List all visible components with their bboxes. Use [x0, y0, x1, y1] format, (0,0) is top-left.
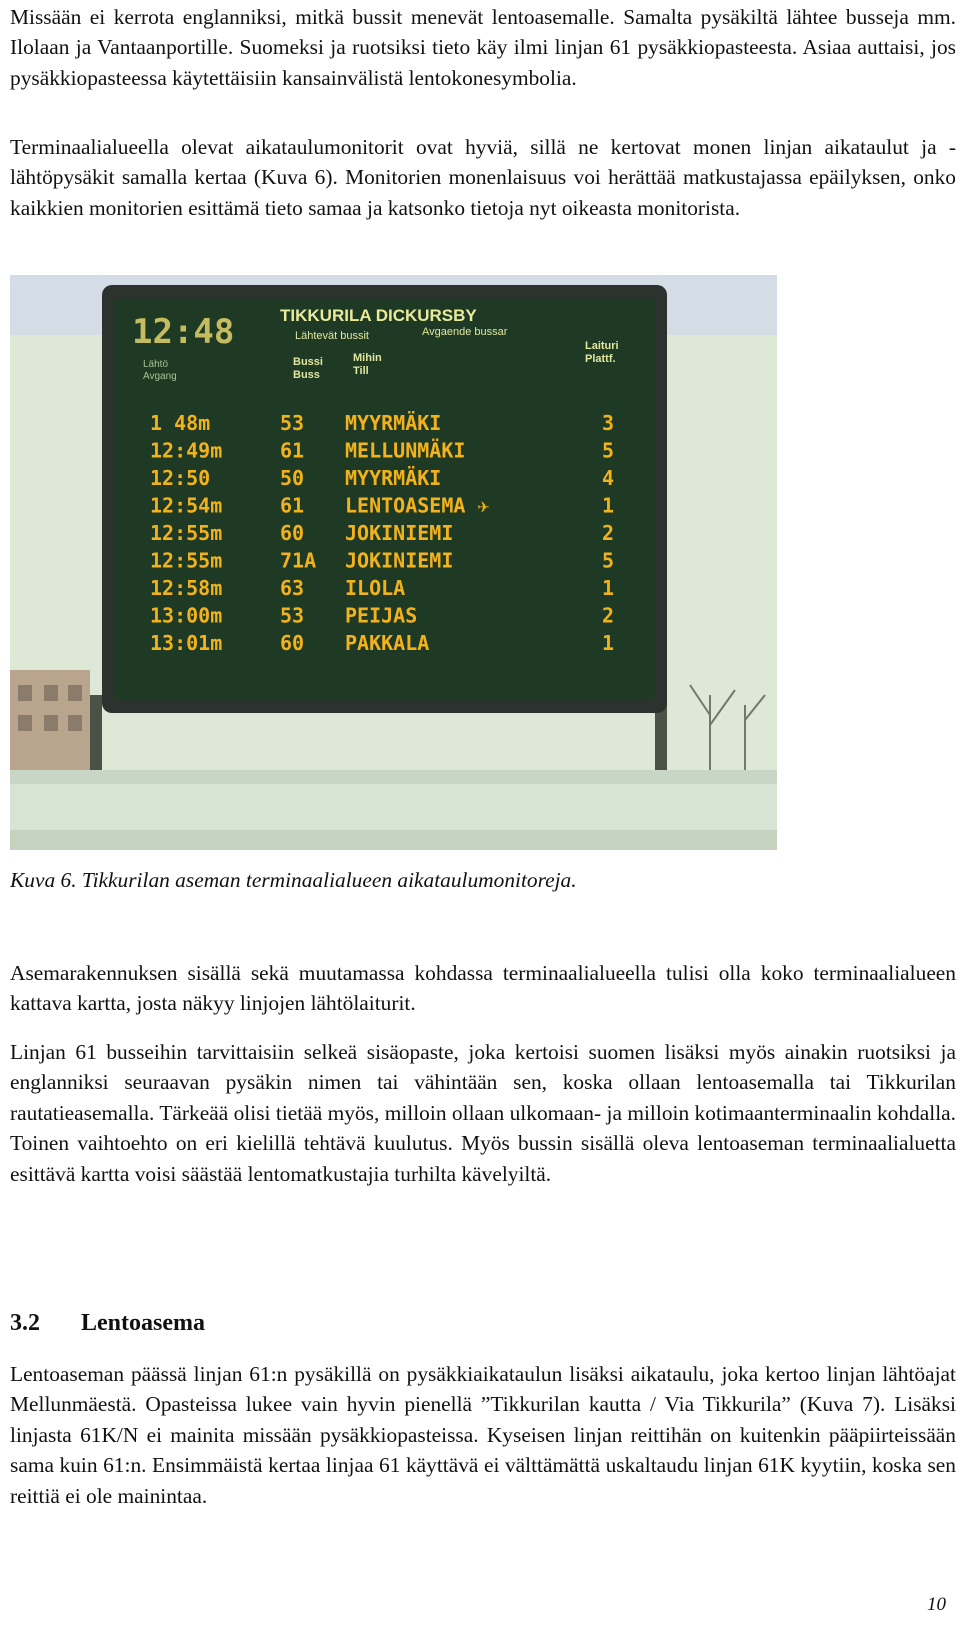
col-dest-sv: Till — [353, 365, 369, 377]
row-line: 61 — [280, 493, 305, 518]
row-line: 50 — [280, 466, 305, 490]
row-time: 12:58m — [150, 576, 223, 600]
row-destination: LENTOASEMA ✈ — [345, 493, 490, 518]
board-title: TIKKURILA DICKURSBY — [280, 306, 477, 325]
row-time: 13:01m — [150, 631, 223, 655]
row-platform: 5 — [602, 438, 615, 463]
figure-caption: Kuva 6. Tikkurilan aseman terminaalialueen aikataulumonitoreja. — [10, 868, 577, 892]
col-plat-fi: Laituri — [585, 340, 619, 352]
row-destination: MYYRMÄKI — [345, 466, 442, 490]
page-number: 10 — [927, 1594, 946, 1615]
schedule-monitor-photo — [10, 275, 777, 850]
row-platform: 1 — [602, 493, 615, 518]
row-platform: 4 — [602, 466, 615, 490]
col-time-sv: Avgang — [143, 371, 177, 382]
col-time-fi: Lähtö — [143, 359, 169, 370]
row-time: 12:55m — [150, 548, 223, 573]
row-destination: MYYRMÄKI — [345, 411, 442, 435]
row-time: 12:54m — [150, 493, 223, 518]
row-destination: JOKINIEMI — [345, 548, 454, 573]
row-time: 13:00m — [150, 603, 223, 628]
board-clock: 12:48 — [132, 312, 235, 352]
section-title: Lentoasema — [81, 1310, 205, 1336]
row-line: 53 — [280, 411, 305, 435]
paragraph-4: Linjan 61 busseihin tarvittaisiin selkeä sisäopaste, joka kertoisi suomen lisäksi myös ainakin ruotsiksi ja englanniksi seuraavan pysäkin nimen tai vähintään sen, koska ollaan lentoasemalla tai Tikkurilan rautatieasemalla. Tärkeää olisi tietää myös, milloin ollaan ulkomaan- ja milloin kotimaanterminaalin kohdalla. Toinen vaihtoehto on eri kielillä tehtävä kuulutus. Myös bussin sisällä oleva lentoaseman terminaalialuetta esittävä kartta voisi säästää lentomatkustajia turhilta kävelyiltä. — [10, 1040, 956, 1186]
row-line: 53 — [280, 603, 305, 628]
row-destination: PEIJAS — [345, 603, 418, 628]
board-subtitle-sv: Avgaende bussar — [422, 326, 508, 338]
col-dest-fi: Mihin — [353, 352, 382, 364]
row-line: 63 — [280, 576, 305, 600]
row-destination: ILOLA — [345, 576, 406, 600]
row-time: 12:55m — [150, 521, 223, 545]
paragraph-1: Missään ei kerrota englanniksi, mitkä bussit menevät lentoasemalle. Samalta pysäkiltä lähtee busseja mm. Ilolaan ja Vantaanportille. Suomeksi ja ruotsiksi tieto käy ilmi linjan 61 pysäkkiopasteesta. Asiaa auttaisi, jos pysäkkiopasteessa käytettäisiin kansainvälistä lentokonesymbolia. — [10, 5, 956, 90]
col-bus-fi: Bussi — [293, 356, 323, 368]
row-platform: 5 — [602, 548, 615, 573]
row-platform: 2 — [602, 521, 615, 545]
paragraph-3: Asemarakennuksen sisällä sekä muutamassa kohdassa terminaalialueella tulisi olla koko terminaalialueen kattava kartta, josta näkyy linjojen lähtölaiturit. — [10, 961, 956, 1016]
col-plat-sv: Plattf. — [585, 353, 616, 365]
board-subtitle-fi: Lähtevät bussit — [295, 330, 369, 342]
row-line: 61 — [280, 438, 305, 463]
row-line: 60 — [280, 521, 305, 545]
section-heading — [10, 1310, 205, 1337]
row-platform: 1 — [602, 576, 615, 600]
figure-photo — [10, 275, 777, 850]
paragraph-2: Terminaalialueella olevat aikataulumonitorit ovat hyviä, sillä ne kertovat monen linjan aikataulut ja -lähtöpysäkit samalla kertaa (Kuva 6). Monitorien monenlaisuus voi herättää matkustajassa epäilyksen, onko kaikkien monitorien esittämä tieto samaa ja katsonko tietoja nyt oikeasta monitorista. — [10, 135, 956, 220]
row-time: 1 48m — [150, 411, 211, 435]
row-destination: MELLUNMÄKI — [345, 438, 466, 463]
row-destination: JOKINIEMI — [345, 521, 454, 545]
row-line: 60 — [280, 631, 305, 655]
row-platform: 2 — [602, 603, 615, 628]
section-number: 3.2 — [10, 1310, 40, 1336]
paragraph-5: Lentoaseman päässä linjan 61:n pysäkillä on pysäkkiaikataulun lisäksi aikataulu, joka kertoo linjan lähtöajat Mellunmäestä. Opasteissa lukee vain hyvin pienellä ”Tikkurilan kautta / Via Tikkurila” (Kuva 7). Lisäksi linjasta 61K/N ei mainita missään pysäkkiopasteissa. Kyseisen linjan reittihän on kuitenkin pääpiirteissään sama kuin 61:n. Ensimmäistä kertaa linjaa 61 käyttävä ei välttämättä uskaltaudu linjan 61K kyytiin, koska sen reittiä ei ole mainintaa. — [10, 1362, 956, 1508]
row-destination: PAKKALA — [345, 631, 430, 655]
row-time: 12:49m — [150, 438, 223, 463]
row-line: 71A — [280, 548, 317, 573]
row-platform: 1 — [602, 631, 615, 655]
row-platform: 3 — [602, 411, 615, 435]
row-time: 12:50 — [150, 466, 211, 490]
col-bus-sv: Buss — [293, 369, 320, 381]
